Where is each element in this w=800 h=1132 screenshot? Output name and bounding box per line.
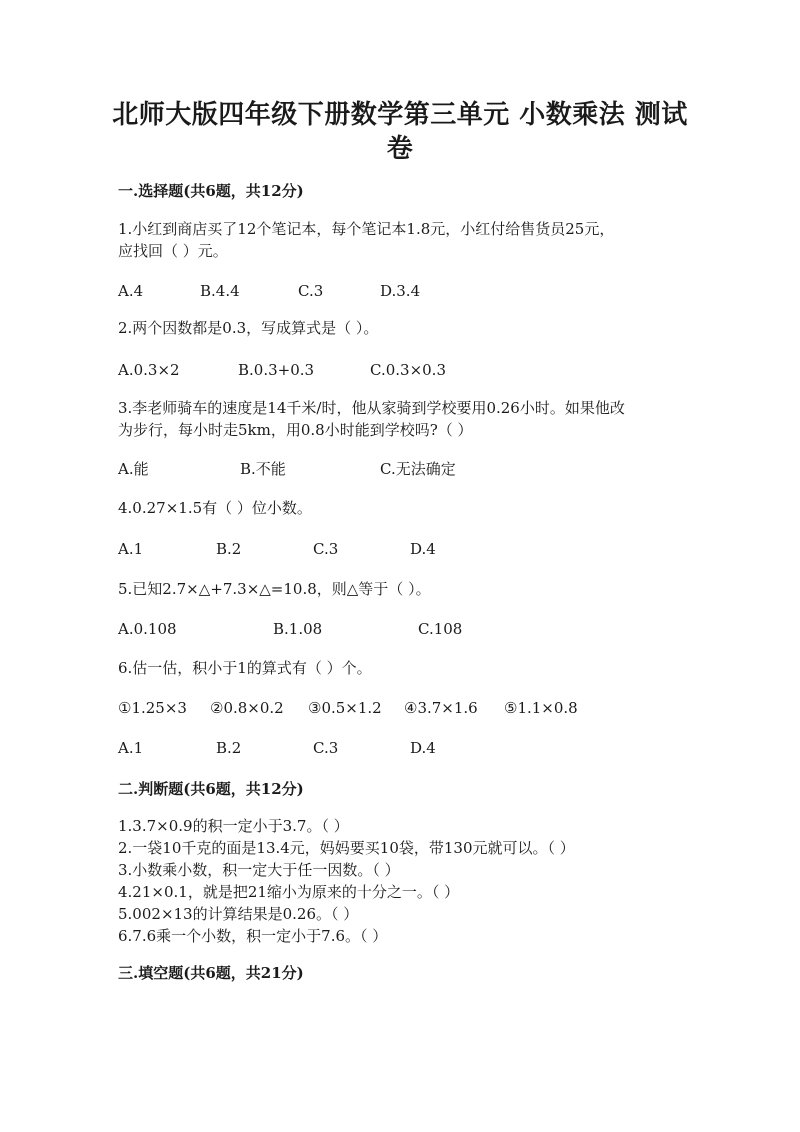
choice-question-6 [118,657,678,679]
option-a[interactable]: A.能 [118,460,149,478]
sub-item: ③0.5×1.2 [308,699,382,717]
judge-question-5: 5.002×13的计算结果是0.26。（ ） [118,905,359,923]
option-b[interactable]: B.2 [216,739,242,757]
page-title [100,98,700,166]
choice-options-2 [118,359,718,381]
option-c[interactable]: C.0.3×0.3 [370,361,446,379]
choice-question-2 [118,317,678,339]
question-stem-line: 应找回（ ）元。 [118,242,228,260]
choice-question-5 [118,578,678,600]
option-a[interactable]: A.1 [118,739,144,757]
page-title-line-2: 卷 [386,134,414,164]
question-stem-line: 1.小红到商店买了12个笔记本，每个笔记本1.8元，小红付给售货员25元， [118,220,615,238]
option-a[interactable]: A.0.108 [118,620,177,638]
judge-question-6: 6.7.6乘一个小数，积一定小于7.6。（ ） [118,927,388,945]
choice-question-3 [118,397,678,441]
choice-options-4 [118,538,718,560]
option-c[interactable]: C.3 [298,282,324,300]
sub-item: ①1.25×3 [118,699,187,717]
choice-question-4 [118,497,678,519]
option-d[interactable]: D.4 [410,739,436,757]
option-a[interactable]: A.0.3×2 [118,361,180,379]
option-d[interactable]: D.4 [410,540,436,558]
question-stem-line: 5.已知2.7×△+7.3×△=10.8，则△等于（ ）。 [118,580,431,598]
choice-options-6 [118,737,718,759]
choice-options-5 [118,618,718,640]
judge-question-2: 2.一袋10千克的面是13.4元，妈妈要买10袋，带130元就可以。（ ） [118,839,575,857]
option-a[interactable]: A.4 [118,282,144,300]
page-title-line-1: 北师大版四年级下册数学第三单元 小数乘法 测试 [112,100,688,130]
option-c[interactable]: C.无法确定 [380,460,456,478]
sub-item: ②0.8×0.2 [210,699,284,717]
option-d[interactable]: D.3.4 [380,282,421,300]
judge-question-1: 1.3.7×0.9的积一定小于3.7。（ ） [118,817,349,835]
choice-question-1 [118,218,678,262]
section-heading-judge: 二.判断题(共6题，共12分) [118,780,304,798]
sub-item: ④3.7×1.6 [404,699,478,717]
section-heading-fill: 三.填空题(共6题，共21分) [118,964,304,982]
question-stem-line: 4.0.27×1.5有（ ）位小数。 [118,499,312,517]
option-b[interactable]: B.0.3+0.3 [238,361,315,379]
option-b[interactable]: B.2 [216,540,242,558]
judge-question-4: 4.21×0.1，就是把21缩小为原来的十分之一。（ ） [118,883,460,901]
option-c[interactable]: C.3 [313,739,339,757]
option-c[interactable]: C.3 [313,540,339,558]
option-c[interactable]: C.108 [418,620,463,638]
sub-item: ⑤1.1×0.8 [504,699,578,717]
choice-options-1 [118,280,718,302]
question-stem-line: 3.李老师骑车的速度是14千米/时，他从家骑到学校要用0.26小时。如果他改 [118,399,625,417]
question-stem-line: 6.估一估，积小于1的算式有（ ）个。 [118,659,372,677]
sub-items-6 [118,697,718,719]
section-heading-choice: 一.选择题(共6题，共12分) [118,182,304,200]
judge-question-3: 3.小数乘小数，积一定大于任一因数。（ ） [118,861,400,879]
option-a[interactable]: A.1 [118,540,144,558]
option-b[interactable]: B.4.4 [200,282,240,300]
option-b[interactable]: B.不能 [240,460,286,478]
option-b[interactable]: B.1.08 [273,620,323,638]
choice-options-3 [118,458,718,480]
question-stem-line: 2.两个因数都是0.3，写成算式是（ ）。 [118,319,379,337]
question-stem-line: 为步行，每小时走5km，用0.8小时能到学校吗?（ ） [118,421,473,439]
